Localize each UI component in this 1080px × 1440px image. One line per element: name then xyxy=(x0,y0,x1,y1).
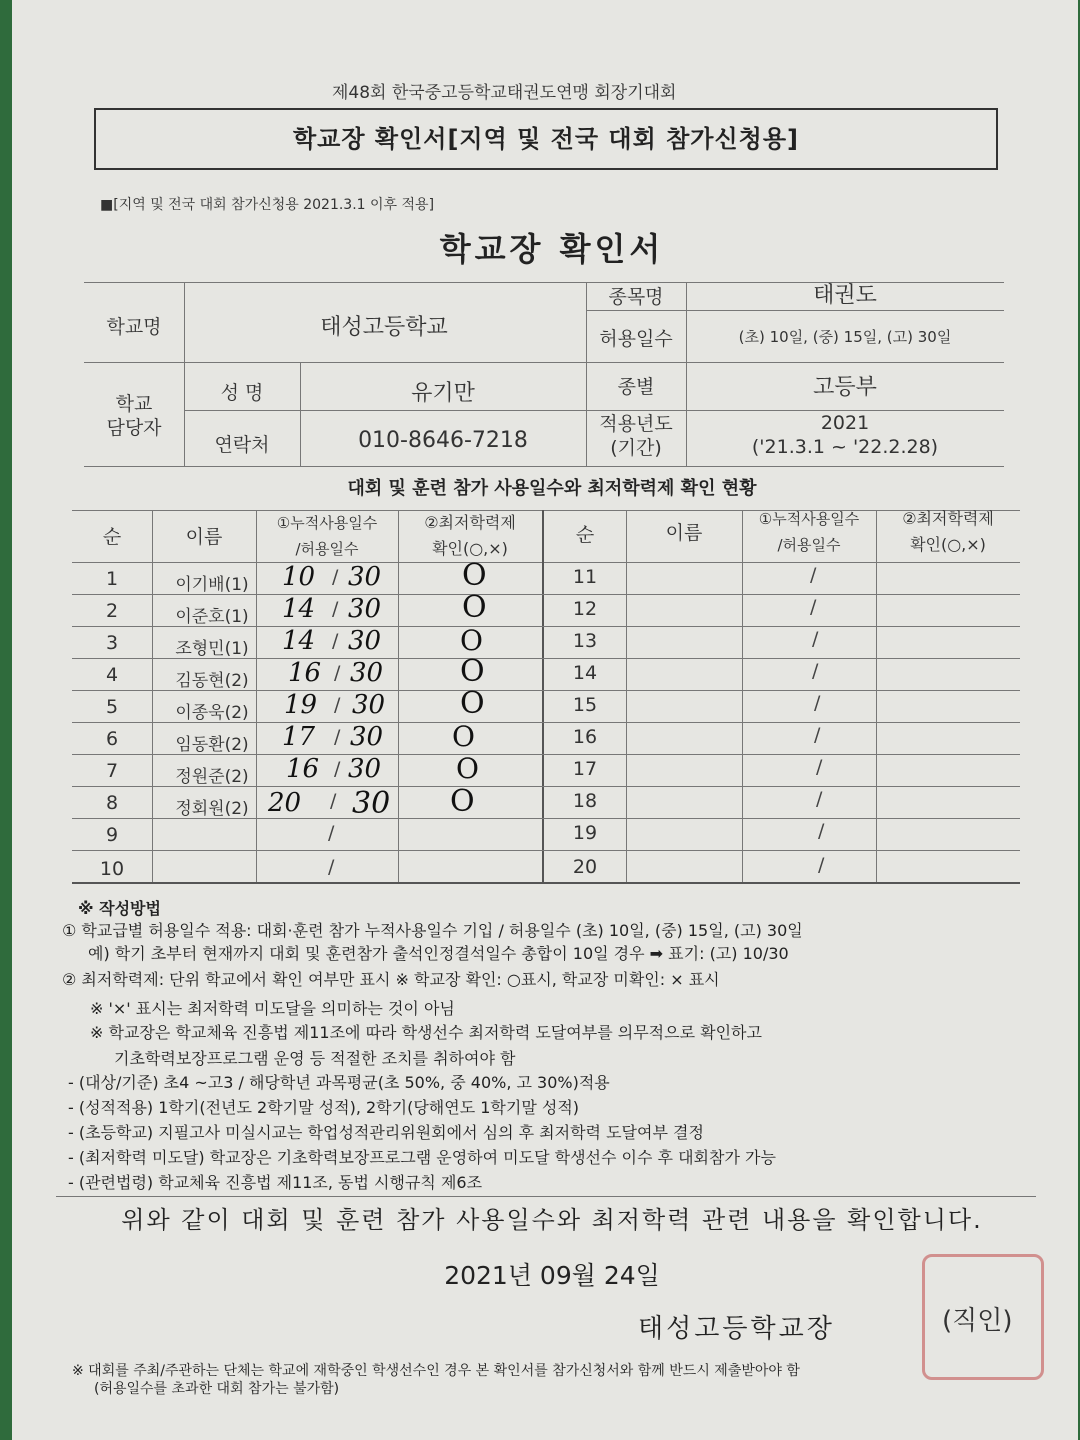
sport-label: 종목명 xyxy=(608,286,664,308)
student-name: 임동환(2) xyxy=(175,735,249,755)
used-days: 14 xyxy=(282,594,316,624)
row-number: 14 xyxy=(572,662,598,684)
header-academic-right: ②최저학력제 확인(○,×) xyxy=(902,509,994,554)
slash: / xyxy=(334,726,341,748)
slash: / xyxy=(818,820,825,842)
instructions-heading: ※ 작성방법 xyxy=(78,899,161,918)
slash: / xyxy=(334,662,341,684)
year-label: 적용년도 (기간) xyxy=(599,413,673,459)
instruction-line: - (최저학력 미도달) 학교장은 기초학력보장프로그램 운영하여 미도달 학생선수 이수 후 대회참가 가능 xyxy=(68,1148,776,1167)
slash: / xyxy=(810,564,817,586)
manager-label: 학교 담당자 xyxy=(106,393,162,439)
slash: / xyxy=(814,724,821,746)
instruction-line: - (초등학교) 지필고사 미실시교는 학업성적관리위원회에서 심의 후 최저학력 도달여부 결정 xyxy=(68,1123,704,1142)
academic-mark: O xyxy=(456,752,479,785)
row-number: 13 xyxy=(572,630,598,652)
instruction-line: - (대상/기준) 초4 ~고3 / 해당학년 과목평균(초 50%, 중 40%, 고 30%)적용 xyxy=(68,1073,610,1092)
header-academic-left: ②최저학력제 확인(○,×) xyxy=(424,513,516,558)
slash: / xyxy=(814,692,821,714)
row-number: 16 xyxy=(572,726,598,748)
slash: / xyxy=(332,630,339,652)
header-no-left: 순 xyxy=(102,526,122,548)
applied-note: ■[지역 및 전국 대회 참가신청용 2021.3.1 이후 적용] xyxy=(100,197,435,213)
slash: / xyxy=(334,758,341,780)
student-name: 이종욱(2) xyxy=(175,703,249,723)
row-number: 12 xyxy=(572,598,598,620)
main-title: 학교장 확인서 xyxy=(439,230,665,268)
slash: / xyxy=(812,660,819,682)
student-name: 김동현(2) xyxy=(175,671,249,691)
row-number: 7 xyxy=(105,760,119,782)
slash: / xyxy=(328,856,335,878)
footnote-line: (허용일수를 초과한 대회 참가는 불가함) xyxy=(94,1381,340,1397)
row-number: 20 xyxy=(572,856,598,878)
slash: / xyxy=(334,694,341,716)
division-value: 고등부 xyxy=(813,375,877,400)
used-days: 10 xyxy=(282,562,316,592)
header-days-right: ①누적사용일수 /허용일수 xyxy=(758,510,860,554)
allowed-days: 30 xyxy=(348,754,382,784)
instruction-line: ※ '×' 표시는 최저학력 미도달을 의미하는 것이 아님 xyxy=(90,999,455,1018)
slash: / xyxy=(816,788,823,810)
school-value: 태성고등학교 xyxy=(320,315,448,340)
row-number: 11 xyxy=(572,566,598,588)
student-name: 정원준(2) xyxy=(175,767,249,787)
academic-mark: O xyxy=(460,624,483,657)
row-number: 15 xyxy=(572,694,598,716)
slash: / xyxy=(328,822,335,844)
instruction-line: - (성적적용) 1학기(전년도 2학기말 성적), 2학기(당해연도 1학기말 성적) xyxy=(68,1098,580,1117)
header-days-left: ①누적사용일수 /허용일수 xyxy=(276,514,378,558)
instruction-line: 예) 학기 초부터 현재까지 대회 및 훈련참가 출석인정결석일수 총합이 10일 경우 ➡ 표기: (고) 10/30 xyxy=(88,944,789,963)
slash: / xyxy=(816,756,823,778)
academic-mark: O xyxy=(452,720,475,753)
academic-mark: O xyxy=(460,686,485,721)
row-number: 2 xyxy=(105,600,119,622)
row-number: 18 xyxy=(572,790,598,812)
row-number: 17 xyxy=(572,758,598,780)
academic-mark: O xyxy=(462,590,487,625)
allowed-value: (초) 10일, (중) 15일, (고) 30일 xyxy=(738,328,952,346)
name-label: 성 명 xyxy=(220,382,264,404)
event-title: 제48회 한국중고등학교태권도연맹 회장기대회 xyxy=(332,83,677,103)
contact-label: 연락처 xyxy=(214,434,270,456)
year-value: 2021 xyxy=(820,412,870,434)
footnote-line: ※ 대회를 주최/주관하는 단체는 학교에 재학중인 학생선수인 경우 본 확인서를 참가신청서와 함께 반드시 제출받아야 함 xyxy=(72,1363,800,1379)
used-days: 17 xyxy=(282,722,316,752)
academic-mark: O xyxy=(462,558,487,593)
student-name: 정회원(2) xyxy=(175,799,249,819)
seal-label: (직인) xyxy=(942,1306,1013,1336)
row-number: 6 xyxy=(105,728,119,750)
instruction-line: - (관련법령) 학교체육 진흥법 제11조, 동법 시행규칙 제6조 xyxy=(68,1173,483,1192)
instruction-line: ② 최저학력제: 단위 학교에서 확인 여부만 표시 ※ 학교장 확인: ○표시, 학교장 미확인: × 표시 xyxy=(62,970,720,989)
header-name-right: 이름 xyxy=(665,522,703,544)
row-number: 10 xyxy=(99,858,125,880)
allowed-days: 30 xyxy=(352,690,386,720)
row-number: 4 xyxy=(105,664,119,686)
school-label: 학교명 xyxy=(106,316,162,338)
slash: / xyxy=(810,596,817,618)
student-name: 조형민(1) xyxy=(175,639,249,659)
period-value: ('21.3.1 ~ '22.2.28) xyxy=(751,436,939,458)
academic-mark: O xyxy=(460,654,485,689)
allowed-days: 30 xyxy=(348,594,382,624)
academic-mark: O xyxy=(450,784,475,819)
instruction-line: ※ 학교장은 학교체육 진흥법 제11조에 따라 학생선수 최저학력 도달여부를 의무적으로 확인하고 xyxy=(90,1023,762,1042)
slash: / xyxy=(332,566,339,588)
student-name: 이준호(1) xyxy=(175,607,249,627)
allowed-days: 30 xyxy=(352,786,391,821)
student-name: 이기배(1) xyxy=(175,575,249,595)
sport-value: 태권도 xyxy=(813,283,877,308)
principal-signature: 태성고등학교장 xyxy=(638,1314,835,1344)
allowed-days: 30 xyxy=(350,658,384,688)
allowed-days: 30 xyxy=(348,626,382,656)
division-label: 종별 xyxy=(617,376,655,398)
document-page xyxy=(12,0,1078,1440)
header-name-left: 이름 xyxy=(185,526,223,548)
instruction-line: 기초학력보장프로그램 운영 등 적절한 조치를 취하여야 함 xyxy=(114,1049,516,1068)
row-number: 9 xyxy=(105,824,119,846)
allowed-label: 허용일수 xyxy=(599,328,673,350)
slash: / xyxy=(332,598,339,620)
allowed-days: 30 xyxy=(350,722,384,752)
contact-value: 010-8646-7218 xyxy=(358,428,528,453)
slash: / xyxy=(812,628,819,650)
section-title: 대회 및 훈련 참가 사용일수와 최저학력제 확인 현황 xyxy=(347,478,757,499)
document-title-box: 학교장 확인서[지역 및 전국 대회 참가신청용] xyxy=(94,108,998,170)
allowed-days: 30 xyxy=(348,562,382,592)
used-days: 20 xyxy=(268,788,302,818)
header-no-right: 순 xyxy=(575,524,595,546)
used-days: 19 xyxy=(284,690,318,720)
name-value: 유기만 xyxy=(411,381,475,406)
instruction-line: ① 학교급별 허용일수 적용: 대회·훈련 참가 누적사용일수 기입 / 허용일수 (초) 10일, (중) 15일, (고) 30일 xyxy=(62,921,803,940)
slash: / xyxy=(818,854,825,876)
slash: / xyxy=(330,790,337,812)
used-days: 14 xyxy=(282,626,316,656)
row-number: 5 xyxy=(105,696,119,718)
row-number: 1 xyxy=(105,568,119,590)
row-number: 19 xyxy=(572,822,598,844)
confirmation-statement: 위와 같이 대회 및 훈련 참가 사용일수와 최저학력 관련 내용을 확인합니다. xyxy=(121,1206,983,1234)
row-number: 3 xyxy=(105,632,119,654)
issue-date: 2021년 09월 24일 xyxy=(444,1261,660,1290)
row-number: 8 xyxy=(105,792,119,814)
used-days: 16 xyxy=(286,754,320,784)
used-days: 16 xyxy=(288,658,322,688)
